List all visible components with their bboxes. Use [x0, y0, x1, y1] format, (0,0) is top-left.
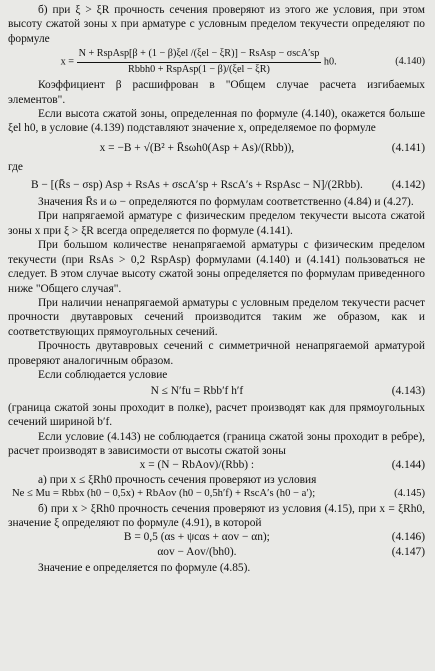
formula-4-142	[8, 178, 425, 192]
formula-body: B − [(R̄s − σsp) Asp + RsAs + σscA′sp + RscA′s + RspAsc − N]/(2Rbb).	[30, 178, 363, 191]
paragraph: Если условие (4.143) не соблюдается (граница сжатой зоны проходит в ребре), расчет производят в зависимости от высоты сжатой зоны	[8, 430, 425, 457]
paragraph: При напрягаемой арматуре с физическим пределом текучести высота сжатой зоны x при ξ > ξR всегда определяется по формуле (4.141).	[8, 210, 425, 237]
formula-number: (4.143)	[391, 385, 425, 398]
formula-4-141	[8, 141, 425, 155]
formula-4-144	[8, 458, 425, 472]
formula-4-147	[8, 545, 425, 559]
formula-denominator: Rbbh0 + RspAsp(1 − β)/(ξel − ξR)	[128, 63, 270, 75]
paragraph: Если соблюдается условие	[38, 368, 168, 381]
paragraph: а) при x ≤ ξRh0 прочность сечения проверяют из условия	[38, 473, 317, 486]
formula-body: Ne ≤ Mu = Rbbx (h0 − 0,5x) + RbAov (h0 − 0,5h′f) + RscA′s (h0 − a′);	[12, 488, 316, 500]
formula-body: B = 0,5 (αs + ψcαs + αov − αn);	[123, 531, 270, 544]
formula-number: (4.140)	[395, 56, 425, 68]
paragraph: При большом количестве ненапрягаемой арматуры с физическим пределом текучести (при RsAs > 0,2 RspAsp) формулами (4.140) и (4.141) пользоваться не следует. В этом случае высоту сжатой зоны определяется по формулам приведенного ниже "Общего случая".	[8, 239, 425, 295]
paragraph: Если высота сжатой зоны, определенная по формуле (4.140), окажется больше ξel h0, в условие (4.139) подставляют значение x, определяемое по формуле	[8, 108, 425, 135]
formula-4-140	[8, 48, 425, 76]
formula-4-143	[8, 384, 425, 398]
formula-numerator: N + RspAsp[β + (1 − β)ξel /(ξel − ξR)] − RsAsp − σscA′sp	[77, 48, 322, 63]
formula-number: (4.141)	[391, 141, 425, 154]
paragraph: Значения R̄s и ω − определяются по формулам соответственно (4.84) и (4.27).	[38, 196, 414, 209]
formula-body: αov − Aov/(bh0).	[157, 545, 237, 558]
formula-body: x = (N − RbAov)/(Rbb) :	[139, 459, 255, 472]
paragraph: При наличии ненапрягаемой арматуры с условным пределом текучести расчет прочности двутавровых сечений производится таким же образом, как и соответствующих прямоугольных сечений.	[8, 296, 425, 338]
paragraph: б) при ξ > ξR прочность сечения проверяют из этого же условия, при этом высоту сжатой зоны x при арматуре с условным пределом текучести определяют по формуле	[8, 4, 425, 45]
paragraph: Коэффициент β расшифрован в "Общем случае расчета изгибаемых элементов".	[8, 79, 425, 106]
paragraph: Значение e определяется по формуле (4.85).	[38, 562, 251, 575]
formula-number: (4.145)	[394, 488, 425, 500]
paragraph: (граница сжатой зоны проходит в полке), расчет производят как для прямоугольных сечений шириной b′f.	[8, 401, 425, 429]
formula-body: N ≤ N′fu = Rbb′f h′f	[150, 385, 244, 398]
formula-number: (4.142)	[391, 178, 425, 191]
formula-number: (4.146)	[391, 531, 425, 544]
formula-4-145	[8, 487, 425, 501]
paragraph: Прочность двутавровых сечений с симметричной ненапрягаемой арматурой проверяют аналогичным образом.	[8, 340, 425, 367]
formula-4-146	[8, 530, 425, 544]
formula-body: x = −B + √(B² + R̄sωh0(Asp + As)/(Rbb)),	[99, 141, 295, 154]
paragraph: где	[8, 161, 23, 174]
formula-number: (4.144)	[391, 459, 425, 472]
paragraph: б) при x > ξRh0 прочность сечения проверяют из условия (4.15), при x = ξRh0, значение ξ определяют по формуле (4.91), в которой	[8, 502, 425, 529]
formula-lhs: x =	[60, 56, 75, 68]
formula-number: (4.147)	[391, 545, 425, 558]
formula-tail: h0.	[323, 56, 337, 68]
